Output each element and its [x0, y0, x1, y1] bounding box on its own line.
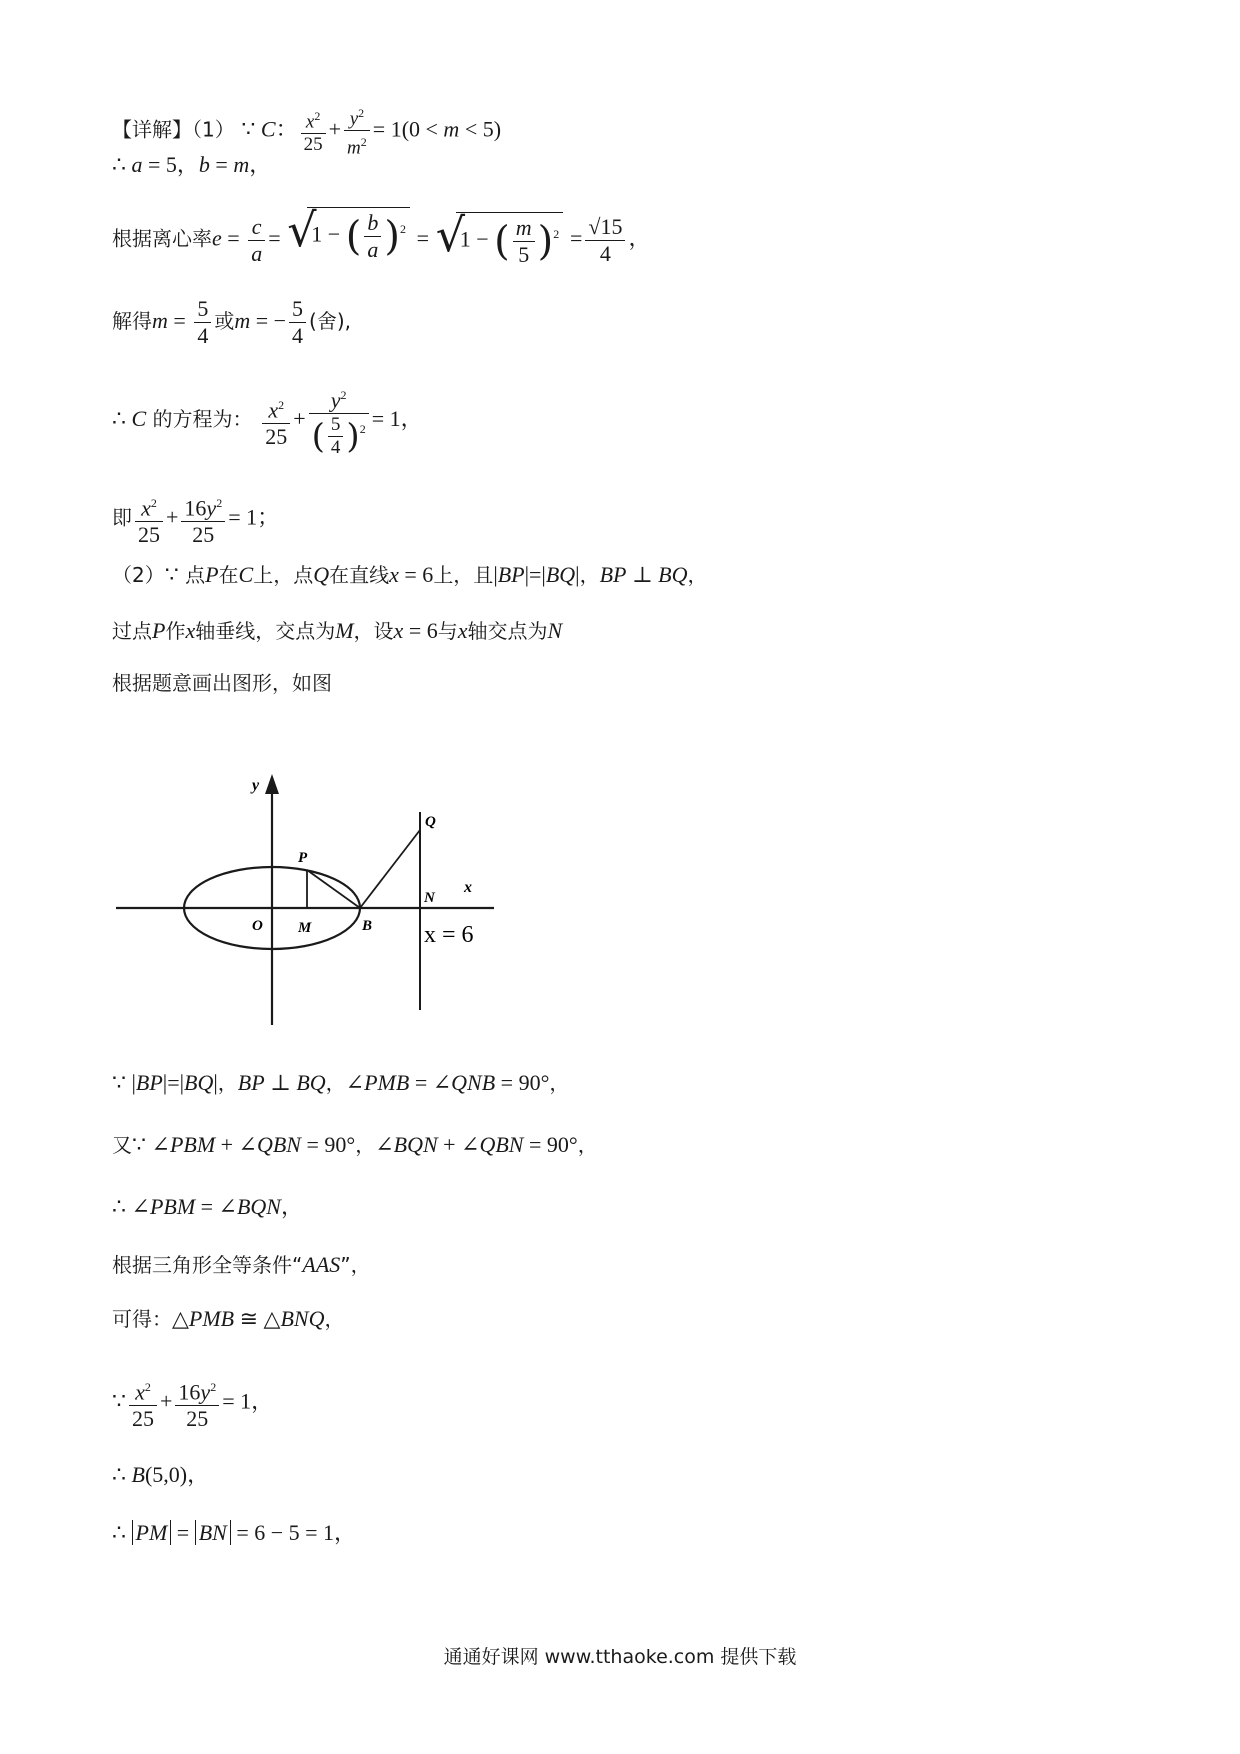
discard-label: (舍),: [309, 309, 351, 333]
origin-label: O: [252, 918, 263, 934]
line-5: ∴ C 的方程为： $\frac{x^2}{25}$ + $y^2$ ( $\frac{5}{4}$ )$^2$ = 1，: [112, 382, 423, 459]
solution-label: 【详解】: [112, 117, 192, 142]
line-x6-label: x = 6: [424, 922, 474, 948]
line-4: 解得m = $\frac{5}{4}$ 或m = − $\frac{5}{4}$ (舍),: [112, 296, 351, 348]
line-8: 过点P作x轴垂线，交点为M，设x = 6与x轴交点为N: [112, 618, 563, 643]
line-11: 又∵ ∠PBM + ∠QBN = 90°，∠BQN + ∠QBN = 90°，: [112, 1132, 598, 1157]
line-7: （2）∵ 点P在C上，点Q在直线x = 6上，且|BP|=|BQ|，BP ⊥ BQ，: [112, 562, 708, 587]
line-12: ∴ ∠PBM = ∠BQN，: [112, 1194, 303, 1219]
line-6: 即 $\frac{x^2}{25}$ + $\frac{16y^2}{25}$ = 1；: [112, 490, 279, 548]
point-p-label: P: [298, 850, 308, 866]
i-e-label: 即: [112, 505, 132, 530]
ellipse-figure: [112, 770, 512, 1032]
line-3: 根据离心率e = $\frac{c}{a}$ = √ 1 − ( $\frac{b}{a}$ )$^2$ = √ 1 − ( $\frac{m}{5}$ )$^2$ = $\frac{√15}{4}$ ，: [112, 203, 651, 267]
y-axis-arrow: [265, 774, 279, 794]
line-13: 根据三角形全等条件“AAS”，: [112, 1252, 371, 1277]
point-b-label: B: [362, 918, 373, 934]
part-1-label: （1）: [192, 117, 235, 142]
line-15: ∵ $\frac{x^2}{25}$ + $\frac{16y^2}{25}$ = 1，: [112, 1374, 273, 1432]
line-9: 根据题意画出图形，如图: [112, 671, 332, 695]
line-1: 【详解】（1） ∵ C： $\frac{x^2}{25}$ + $\frac{y^2}{m^2}$ = 1(0 < m < 5): [112, 102, 501, 160]
point-m-label: M: [298, 920, 312, 936]
line-17: ∴ PM = BN = 6 − 5 = 1，: [112, 1520, 357, 1545]
page-footer: 通通好课网 www.tthaoke.com 提供下载: [443, 1646, 797, 1668]
eccentricity-label: 根据离心率: [112, 226, 212, 251]
point-q-label: Q: [425, 814, 436, 830]
x-axis-label: x: [464, 879, 472, 896]
point-n-label: N: [424, 890, 435, 906]
segment-pb: [307, 870, 360, 908]
y-axis-label: y: [252, 777, 260, 794]
line-16: ∴ B(5,0)，: [112, 1462, 210, 1487]
solve-label: 解得: [112, 309, 152, 333]
line-10: ∵ |BP|=|BQ|，BP ⊥ BQ，∠PMB = ∠QNB = 90°，: [112, 1070, 570, 1095]
line-2: ∴ a = 5，b = m，: [112, 152, 272, 177]
or-label: 或: [214, 309, 235, 333]
segment-bq: [360, 830, 420, 908]
line-14: 可得：△PMB ≅ △BNQ，: [112, 1306, 345, 1331]
